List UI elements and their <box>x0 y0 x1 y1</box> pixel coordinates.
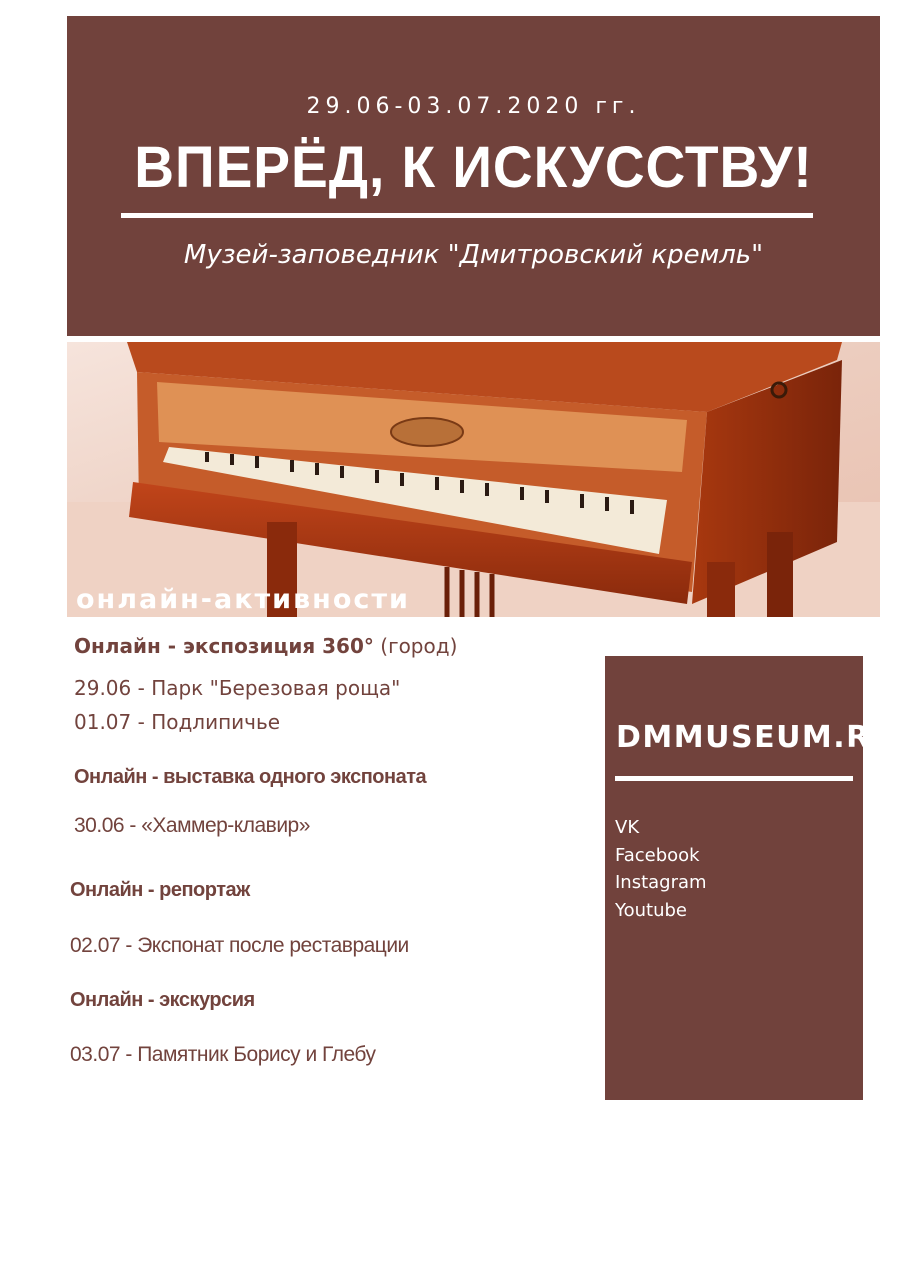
event-item: 02.07 - Экспонат после реставрации <box>70 934 409 957</box>
sidebar-divider <box>615 776 853 781</box>
social-link-facebook[interactable]: Facebook <box>615 844 700 866</box>
social-link-youtube[interactable]: Youtube <box>615 899 687 921</box>
page-title: ВПЕРЁД, К ИСКУССТВУ! <box>134 135 813 200</box>
website-link[interactable]: DMMUSEUM.RU <box>616 720 897 755</box>
piano-photo <box>67 342 880 617</box>
event-heading-panorama <box>74 634 457 658</box>
event-heading-tour: Онлайн - экскурсия <box>70 989 255 1011</box>
event-dates: 29.06-03.07.2020 гг. <box>306 94 641 119</box>
museum-name: Музей-заповедник "Дмитровский кремль" <box>183 240 764 270</box>
header-banner <box>67 16 880 336</box>
event-item: 03.07 - Памятник Борису и Глебу <box>70 1043 376 1066</box>
social-link-vk[interactable]: VK <box>615 817 640 838</box>
contacts-panel <box>605 656 897 1100</box>
social-link-instagram[interactable]: Instagram <box>615 872 707 893</box>
section-caption: онлайн-активности <box>76 584 410 615</box>
event-item: 01.07 - Подлипичье <box>74 710 281 734</box>
event-item: 30.06 - «Хаммер-клавир» <box>74 814 310 837</box>
header-divider <box>121 213 813 218</box>
event-heading-exhibit: Онлайн - выставка одного экспоната <box>74 766 427 788</box>
social-links <box>615 814 707 924</box>
event-heading-panorama-rest: (город) <box>373 634 458 658</box>
event-item: 29.06 - Парк "Березовая роща" <box>74 676 401 700</box>
event-heading-panorama-bold: Онлайн - экспозиция 360° <box>74 634 374 658</box>
event-heading-report: Онлайн - репортаж <box>70 879 250 901</box>
